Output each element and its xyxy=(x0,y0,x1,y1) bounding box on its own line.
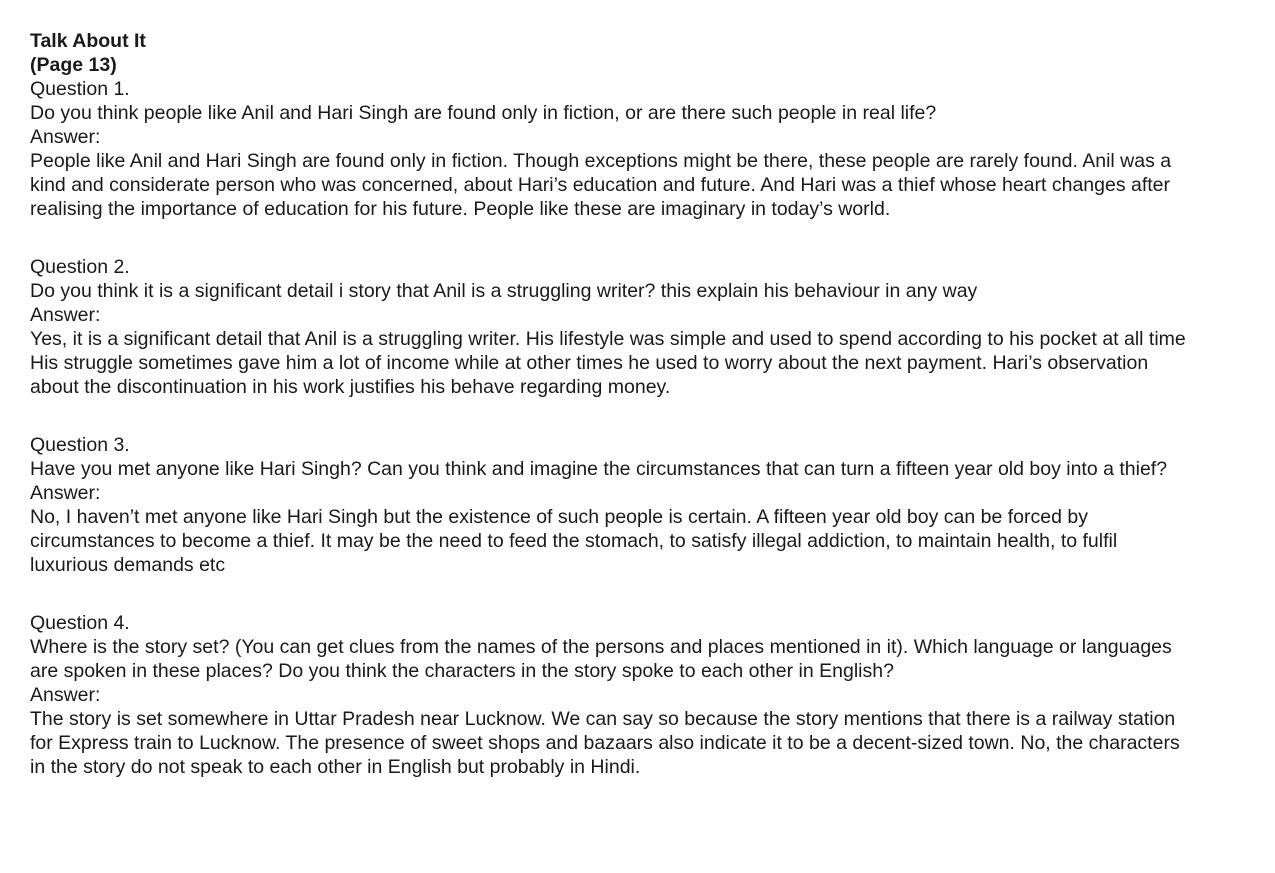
answer-line: luxurious demands etc xyxy=(30,554,226,576)
answer-label: Answer: xyxy=(30,684,101,706)
document-page xyxy=(30,29,1275,779)
question-text: are spoken in these places? Do you think the characters in the story spoke to each other in English? xyxy=(30,660,894,682)
answer-line: for Express train to Lucknow. The presence of sweet shops and bazaars also indicate it to be a decent-sized town. No, the characters xyxy=(30,732,1180,754)
answer-line: Yes, it is a significant detail that Anil is a struggling writer. His lifestyle was simple and used to spend according to his pocket at all time xyxy=(30,328,1186,350)
answer-text xyxy=(30,707,1275,779)
answer-line: about the discontinuation in his work justifies his behave regarding money. xyxy=(30,376,671,398)
question-label: Question 3. xyxy=(30,434,130,456)
qa-block-4 xyxy=(30,611,1275,779)
qa-block-1 xyxy=(30,77,1275,221)
qa-block-2 xyxy=(30,255,1275,399)
answer-label: Answer: xyxy=(30,126,101,148)
question-text: Do you think it is a significant detail i story that Anil is a struggling writer? this explain his behaviour in any way xyxy=(30,280,978,302)
answer-label: Answer: xyxy=(30,304,101,326)
answer-line: kind and considerate person who was concerned, about Hari’s education and future. And Hari was a thief whose heart changes after xyxy=(30,174,1171,196)
question-text: Have you met anyone like Hari Singh? Can you think and imagine the circumstances that can turn a fifteen year old boy into a thief? xyxy=(30,458,1168,480)
question-text: Where is the story set? (You can get clues from the names of the persons and places mentioned in it). Which language or languages xyxy=(30,636,1172,658)
question-text: Do you think people like Anil and Hari Singh are found only in fiction, or are there such people in real life? xyxy=(30,102,937,124)
answer-line: People like Anil and Hari Singh are found only in fiction. Though exceptions might be there, these people are rarely found. Anil was a xyxy=(30,150,1172,172)
answer-text xyxy=(30,327,1275,399)
answer-line: His struggle sometimes gave him a lot of income while at other times he used to worry about the next payment. Hari’s observation xyxy=(30,352,1149,374)
answer-line: No, I haven’t met anyone like Hari Singh but the existence of such people is certain. A fifteen year old boy can be forced by xyxy=(30,506,1088,528)
question-label: Question 1. xyxy=(30,78,130,100)
answer-line: The story is set somewhere in Uttar Pradesh near Lucknow. We can say so because the story mentions that there is a railway station xyxy=(30,708,1176,730)
answer-line: circumstances to become a thief. It may be the need to feed the stomach, to satisfy illegal addiction, to maintain health, to fulfil xyxy=(30,530,1118,552)
qa-block-3 xyxy=(30,433,1275,577)
answer-line: realising the importance of education for his future. People like these are imaginary in today’s world. xyxy=(30,198,891,220)
page-reference: (Page 13) xyxy=(30,54,117,76)
answer-line: in the story do not speak to each other in English but probably in Hindi. xyxy=(30,756,641,778)
answer-text xyxy=(30,149,1275,221)
section-title: Talk About It xyxy=(30,30,146,52)
answer-label: Answer: xyxy=(30,482,101,504)
answer-text xyxy=(30,505,1275,577)
question-label: Question 4. xyxy=(30,612,130,634)
question-label: Question 2. xyxy=(30,256,130,278)
